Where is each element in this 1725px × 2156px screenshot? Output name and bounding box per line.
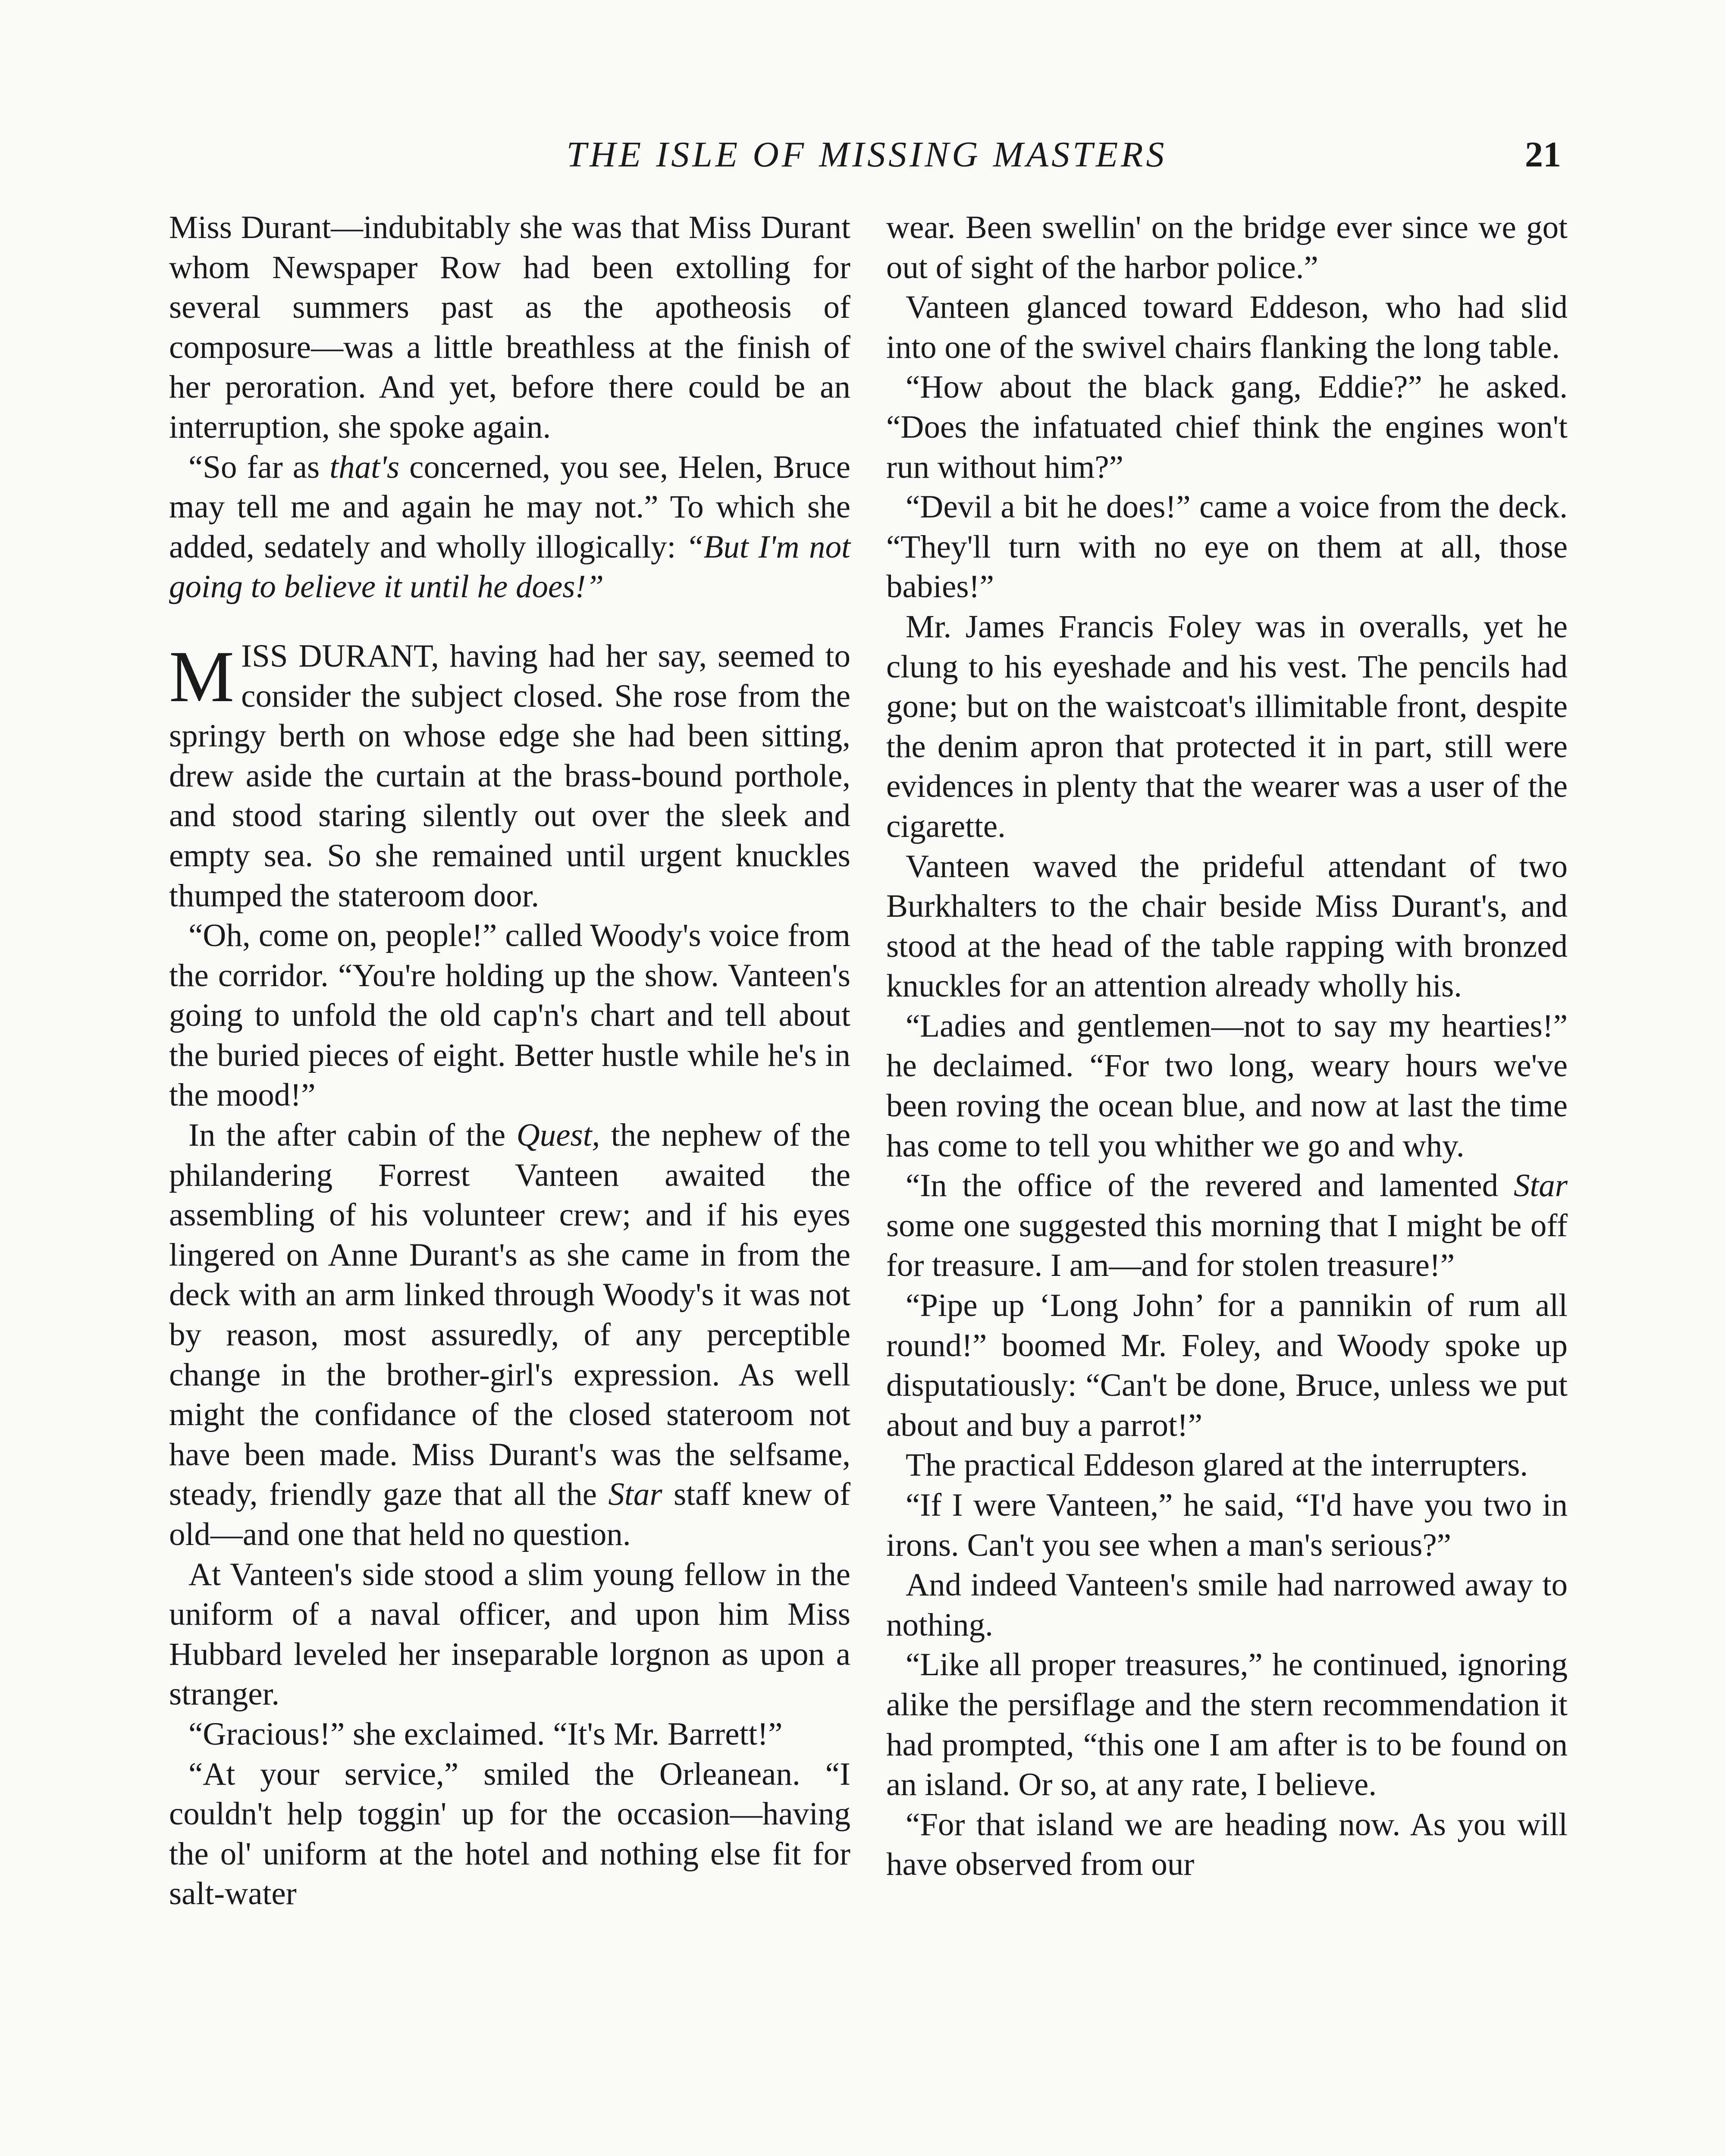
page-number: 21 [1525,135,1561,175]
paragraph: “If I were Vanteen,” he said, “I'd have you two in irons. Can't you see when a man's serious?” [886,1487,1568,1563]
paragraph: And indeed Vanteen's smile had narrowed away to nothing. [886,1567,1568,1643]
paragraph: “Devil a bit he does!” came a voice from the deck. “They'll turn with no eye on them at all, those babies!” [886,489,1568,605]
paragraph: Vanteen glanced toward Eddeson, who had slid into one of the swivel chairs flanking the long table. [886,289,1568,365]
right-column [886,208,1568,1885]
paragraph: “For that island we are heading now. As you will have observed from our [886,1806,1568,1883]
running-title: THE ISLE OF MISSING MASTERS [566,135,1167,175]
paragraph: wear. Been swellin' on the bridge ever since we got out of sight of the harbor police.” [886,210,1568,285]
paragraph: “Pipe up ‘Long John’ for a pannikin of rum all round!” boomed Mr. Foley, and Woody spoke up disputatiously: “Can't be done, Bruce, unless we put about and buy a parrot!” [886,1288,1568,1443]
paragraph: “Gracious!” she exclaimed. “It's Mr. Barrett!” [188,1716,783,1752]
paragraph: “So far as that's concerned, you see, Helen, Bruce may tell me and again he may not.” To which she added, sedately and wholly illogically: “But I'm not going to believe it until he does!” [169,449,850,605]
section-opening-paragraph: MISS DURANT, having had her say, seemed to consider the subject closed. She rose from the springy berth on whose edge she had been sitting, drew aside the curtain at the brass-bound porthole, and stood staring silently out over the sleek and empty sea. So she remained until urgent knuckles thumped the stateroom door. [169,636,850,914]
paragraph: Vanteen waved the prideful attendant of two Burkhalters to the chair beside Miss Durant's, and stood at the head of the table rapping with bronzed knuckles for an attention already wholly his. [886,848,1568,1004]
paragraph: “Ladies and gentlemen—not to say my hearties!” he declaimed. “For two long, weary hours we've been roving the ocean blue, and now at last the time has come to tell you whither we go and why. [886,1008,1568,1164]
paragraph: At Vanteen's side stood a slim young fellow in the uniform of a naval officer, and upon him Miss Hubbard leveled her inseparable lorgnon as upon a stranger. [169,1556,850,1712]
paragraph: “Like all proper treasures,” he continued, ignoring alike the persiflage and the stern recommendation it had prompted, “this one I am after is to be found on an island. Or so, at any rate, I believe. [886,1647,1568,1803]
paragraph: “At your service,” smiled the Orleanean. “I couldn't help toggin' up for the occasion—having the ol' uniform at the hotel and nothing else fit for salt-water [169,1756,850,1912]
paragraph: Miss Durant—indubitably she was that Miss Durant whom Newspaper Row had been extolling for several summers past as the apotheosis of composure—was a little breathless at the finish of her peroration. And yet, before there could be an interruption, she spoke again. [169,210,850,445]
paragraph: In the after cabin of the Quest, the nephew of the philandering Forrest Vanteen awaited the assembling of his volunteer crew; and if his eyes lingered on Anne Durant's as she came in from the deck with an arm linked through Woody's it was not by reason, most assuredly, of any perceptible change in the brother-girl's expression. As well might the confidance of the closed stateroom not have been made. Miss Durant's was the selfsame, steady, friendly gaze that all the Star staff knew of old—and one that held no question. [169,1117,851,1552]
paragraph: “In the office of the revered and lamented Star some one suggested this morning that I might be off for treasure. I am—and for stolen treasure!” [886,1168,1568,1284]
left-column [169,208,850,1914]
drop-cap: M [169,636,235,717]
paragraph: “Oh, come on, people!” called Woody's voice from the corridor. “You're holding up the show. Vanteen's going to unfold the old cap'n's chart and tell about the buried pieces of eight. Better hustle while he's in the mood!” [169,918,850,1113]
paragraph: “How about the black gang, Eddie?” he asked. “Does the infatuated chief think the engines won't run without him?” [886,369,1568,485]
paragraph: The practical Eddeson glared at the interrupters. [906,1447,1528,1483]
paragraph: Mr. James Francis Foley was in overalls, yet he clung to his eyeshade and his vest. The pencils had gone; but on the waistcoat's illimitable front, despite the denim apron that protected it in part, still were evidences in plenty that the wearer was a user of the cigarette. [886,608,1568,844]
